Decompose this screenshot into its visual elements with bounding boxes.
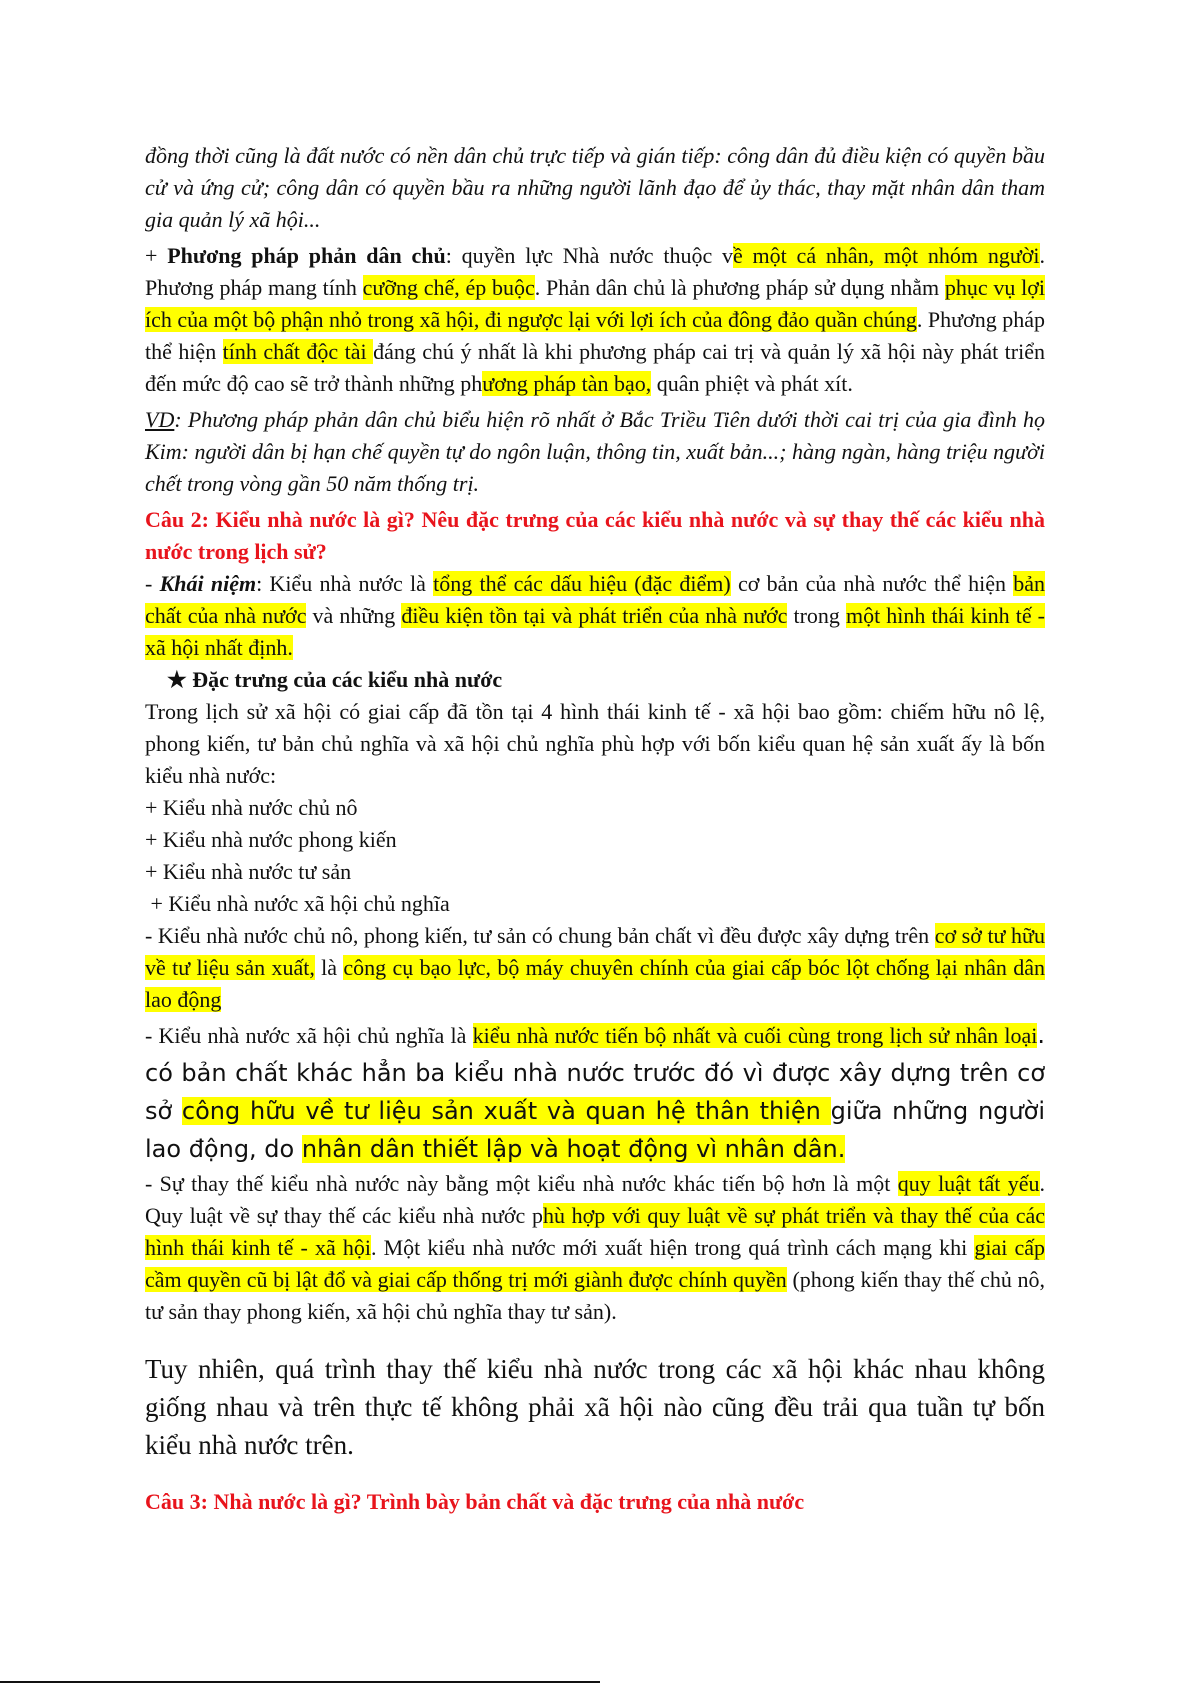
highlight-run: một hình thái kinh tế - xã hội nhất định. bbox=[145, 603, 1045, 660]
example-text: : Phương pháp phản dân chủ biểu hiện rõ nhất ở Bắc Triều Tiên dưới thời cai trị của gia đình họ Kim: người dân bị hạn chế quyền tự do ngôn luận, thông tin, xuất bản...; hàng ngàn, hàng triệu người chết trong vòng gần 50 năm thống trị. bbox=[145, 407, 1045, 496]
paragraph-replacement-law bbox=[145, 1168, 1045, 1328]
text-run: . Phương pháp thể hiện bbox=[145, 307, 1045, 364]
paragraph-example bbox=[145, 404, 1045, 500]
text-run: là bbox=[314, 955, 344, 980]
question-2-heading: Câu 2: Kiểu nhà nước là gì? Nêu đặc trưng của các kiểu nhà nước và sự thay thế các kiểu nhà nước trong lịch sử? bbox=[145, 507, 1045, 564]
paragraph-however: Tuy nhiên, quá trình thay thế kiểu nhà nước trong các xã hội khác nhau không giống nhau và trên thực tế không phải xã hội nào cũng đều trải qua tuần tự bốn kiểu nhà nước trên. bbox=[145, 1354, 1045, 1460]
text-run: : quyền lực Nhà nước thuộc v bbox=[445, 243, 733, 268]
paragraph-socialist-state bbox=[145, 1016, 1045, 1168]
highlight-run: cưỡng chế, ép buộc bbox=[362, 275, 535, 300]
section-heading-characteristics: ★ Đặc trưng của các kiểu nhà nước bbox=[167, 667, 503, 692]
highlight-run: quy luật tất yếu bbox=[897, 1171, 1040, 1196]
text-run: cơ bản của nhà nước thể hiện bbox=[730, 571, 1014, 596]
paragraph-history: Trong lịch sử xã hội có giai cấp đã tồn tại 4 hình thái kinh tế - xã hội bao gồm: chiếm hữu nô lệ, phong kiến, tư bản chủ nghĩa và xã hội chủ nghĩa phù hợp với bốn kiểu quan hệ sản xuất ấy là bốn kiểu nhà nước: bbox=[145, 699, 1045, 788]
list-item: + Kiểu nhà nước tư sản bbox=[145, 859, 352, 884]
text-run: : Kiểu nhà nước là bbox=[256, 571, 434, 596]
term-concept: Khái niệm bbox=[159, 571, 257, 596]
highlight-run: điều kiện tồn tại và phát triển của nhà nước bbox=[401, 603, 788, 628]
paragraph-concept bbox=[145, 568, 1045, 664]
list-item: + Kiểu nhà nước chủ nô bbox=[145, 795, 358, 820]
highlight-run: cơ sở tư hữu về tư liệu sản xuất, bbox=[145, 923, 1045, 980]
document-page bbox=[145, 140, 1045, 1518]
text-run: . có bản chất khác hẳn ba kiểu nhà nước trước đó vì được xây dựng trên cơ sở bbox=[145, 1021, 1046, 1125]
text-run: . Phương pháp mang tính bbox=[145, 243, 1045, 300]
text-run: quân phiệt và phát xít. bbox=[651, 371, 853, 396]
highlight-run: tổng thể các dấu hiệu (đặc điểm) bbox=[433, 571, 731, 596]
highlight-run: phục vụ lợi ích của một bộ phận nhỏ trong xã hội, đi ngược lại với lợi ích của đông đảo quần chúng bbox=[145, 275, 1045, 332]
paragraph-exploitative-states bbox=[145, 920, 1045, 1016]
list-item: + Kiểu nhà nước phong kiến bbox=[145, 827, 397, 852]
highlight-run: công hữu về tư liệu sản xuất và quan hệ thân thiện bbox=[181, 1097, 831, 1125]
text-run: trong bbox=[787, 603, 846, 628]
text-run: (phong kiến thay thế chủ nô, tư sản thay phong kiến, xã hội chủ nghĩa thay tư sản). bbox=[145, 1267, 1045, 1324]
footer-rule bbox=[0, 1681, 600, 1683]
list-item: + Kiểu nhà nước xã hội chủ nghĩa bbox=[145, 891, 450, 916]
highlight-run: bản chất của nhà nước bbox=[145, 571, 1045, 628]
highlight-run: hù hợp với quy luật về sự phát triển và thay thế của các hình thái kinh tế - xã hội bbox=[145, 1203, 1045, 1260]
plus-marker: + bbox=[145, 243, 168, 268]
highlight-run: kiểu nhà nước tiến bộ nhất và cuối cùng trong lịch sử nhân loại bbox=[472, 1023, 1038, 1048]
text-run: và những bbox=[306, 603, 402, 628]
text-run: . Quy luật về sự thay thế các kiểu nhà nước p bbox=[145, 1171, 1045, 1228]
term-anti-democratic: Phương pháp phản dân chủ bbox=[167, 243, 446, 268]
question-3-heading: Câu 3: Nhà nước là gì? Trình bày bản chất và đặc trưng của nhà nước bbox=[145, 1489, 805, 1514]
highlight-run: tính chất độc tài bbox=[222, 339, 374, 364]
text-run: - Sự thay thế kiểu nhà nước này bằng một kiểu nhà nước khác tiến bộ hơn là một bbox=[145, 1171, 898, 1196]
text-run: đáng chú ý nhất là khi phương pháp cai trị và quản lý xã hội này phát triển đến mức độ cao sẽ trở thành những ph bbox=[145, 339, 1046, 396]
text-run: - Kiểu nhà nước xã hội chủ nghĩa là bbox=[145, 1023, 473, 1048]
text-run: - Kiểu nhà nước chủ nô, phong kiến, tư sản có chung bản chất vì đều được xây dựng trên bbox=[145, 923, 935, 948]
text-run: giữa những người lao động, do bbox=[145, 1097, 1045, 1163]
example-label: VD bbox=[145, 407, 175, 432]
highlight-run: ương pháp tàn bạo, bbox=[482, 371, 652, 396]
text-run: . Một kiểu nhà nước mới xuất hiện trong quá trình cách mạng khi bbox=[370, 1235, 975, 1260]
highlight-run: ề một cá nhân, một nhóm người bbox=[733, 243, 1040, 268]
text-run: . Phản dân chủ là phương pháp sử dụng nhằm bbox=[534, 275, 945, 300]
highlight-run: nhân dân thiết lập và hoạt động vì nhân dân. bbox=[301, 1135, 846, 1163]
highlight-run: công cụ bạo lực, bộ máy chuyên chính của giai cấp bóc lột chống lại nhân dân lao động bbox=[145, 955, 1045, 1012]
text-run: - bbox=[145, 571, 160, 596]
paragraph-democracy-continuation: đồng thời cũng là đất nước có nền dân chủ trực tiếp và gián tiếp: công dân đủ điều kiện có quyền bầu cử và ứng cử; công dân có quyền bầu ra những người lãnh đạo để ủy thác, thay mặt nhân dân tham gia quản lý xã hội... bbox=[145, 143, 1045, 232]
paragraph-anti-democratic-method bbox=[145, 240, 1045, 400]
highlight-run: giai cấp cầm quyền cũ bị lật đổ và giai cấp thống trị mới giành được chính quyền bbox=[145, 1235, 1045, 1292]
